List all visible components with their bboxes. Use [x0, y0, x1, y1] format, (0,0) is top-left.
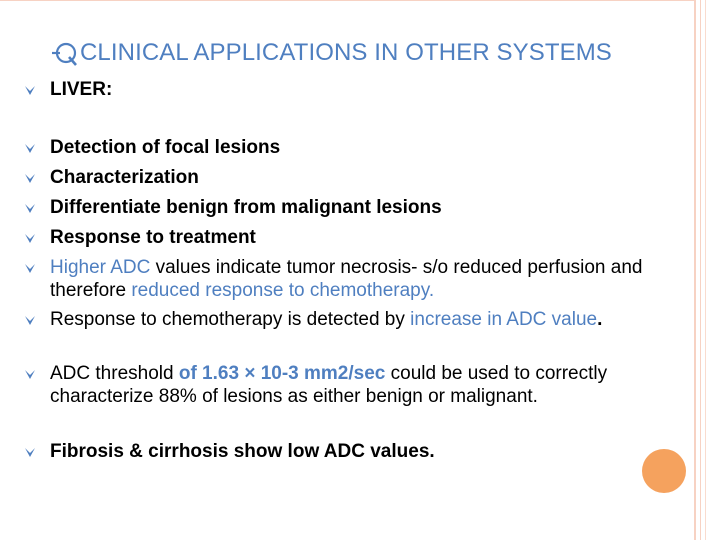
- top-border: [0, 0, 694, 1]
- bullet-check-icon: [24, 232, 36, 244]
- bullet-check-icon: [24, 84, 36, 96]
- bullet-text: LIVER:: [50, 79, 113, 100]
- bullet-check-icon: [24, 142, 36, 154]
- bullet-text: ADC threshold: [50, 363, 179, 384]
- bullet-text: increase in ADC value: [410, 309, 598, 330]
- right-rail-3: [705, 0, 706, 540]
- bullet-text: of 1.63 × 10-3 mm2/sec: [178, 363, 386, 384]
- right-rail-2: [700, 0, 701, 540]
- slide-title-row: [50, 38, 612, 68]
- bullet-item: [24, 78, 670, 101]
- bullet-text: could be used to correctly characterize 88% of lesions as either benign or malignant.: [50, 363, 608, 407]
- bullet-check-icon: [24, 202, 36, 214]
- right-rail-1: [694, 0, 696, 540]
- bullet-text: Fibrosis & cirrhosis show low ADC values.: [50, 441, 435, 462]
- bullet-item: [24, 256, 670, 302]
- bullet-item: [24, 362, 670, 408]
- bullet-text: Differentiate benign from malignant lesions: [50, 197, 442, 218]
- bullet-item: [24, 308, 670, 331]
- bullet-item: [24, 440, 670, 463]
- bullet-item: [24, 136, 670, 159]
- bullet-check-icon: [24, 446, 36, 458]
- title-bullet-icon: [50, 38, 80, 68]
- bullet-check-icon: [24, 314, 36, 326]
- bullet-text: Detection of focal lesions: [50, 137, 281, 158]
- bullet-text: .: [597, 309, 603, 330]
- bullet-text: Characterization: [50, 167, 199, 188]
- bullet-text: Response to treatment: [50, 227, 256, 248]
- bullet-item: [24, 166, 670, 189]
- bullet-item: [24, 196, 670, 219]
- bullet-text: Higher ADC: [50, 257, 151, 278]
- decorative-orange-circle: [642, 449, 686, 493]
- bullet-check-icon: [24, 368, 36, 380]
- bullet-text: Response to chemotherapy is detected by: [50, 309, 411, 330]
- bullet-check-icon: [24, 262, 36, 274]
- bullet-text: values indicate tumor necrosis- s/o reduced perfusion and therefore: [50, 257, 643, 301]
- bullet-item: [24, 226, 670, 249]
- bullet-check-icon: [24, 172, 36, 184]
- slide-title: CLINICAL APPLICATIONS IN OTHER SYSTEMS: [80, 39, 612, 66]
- bullet-text: reduced response to chemotherapy.: [131, 280, 435, 301]
